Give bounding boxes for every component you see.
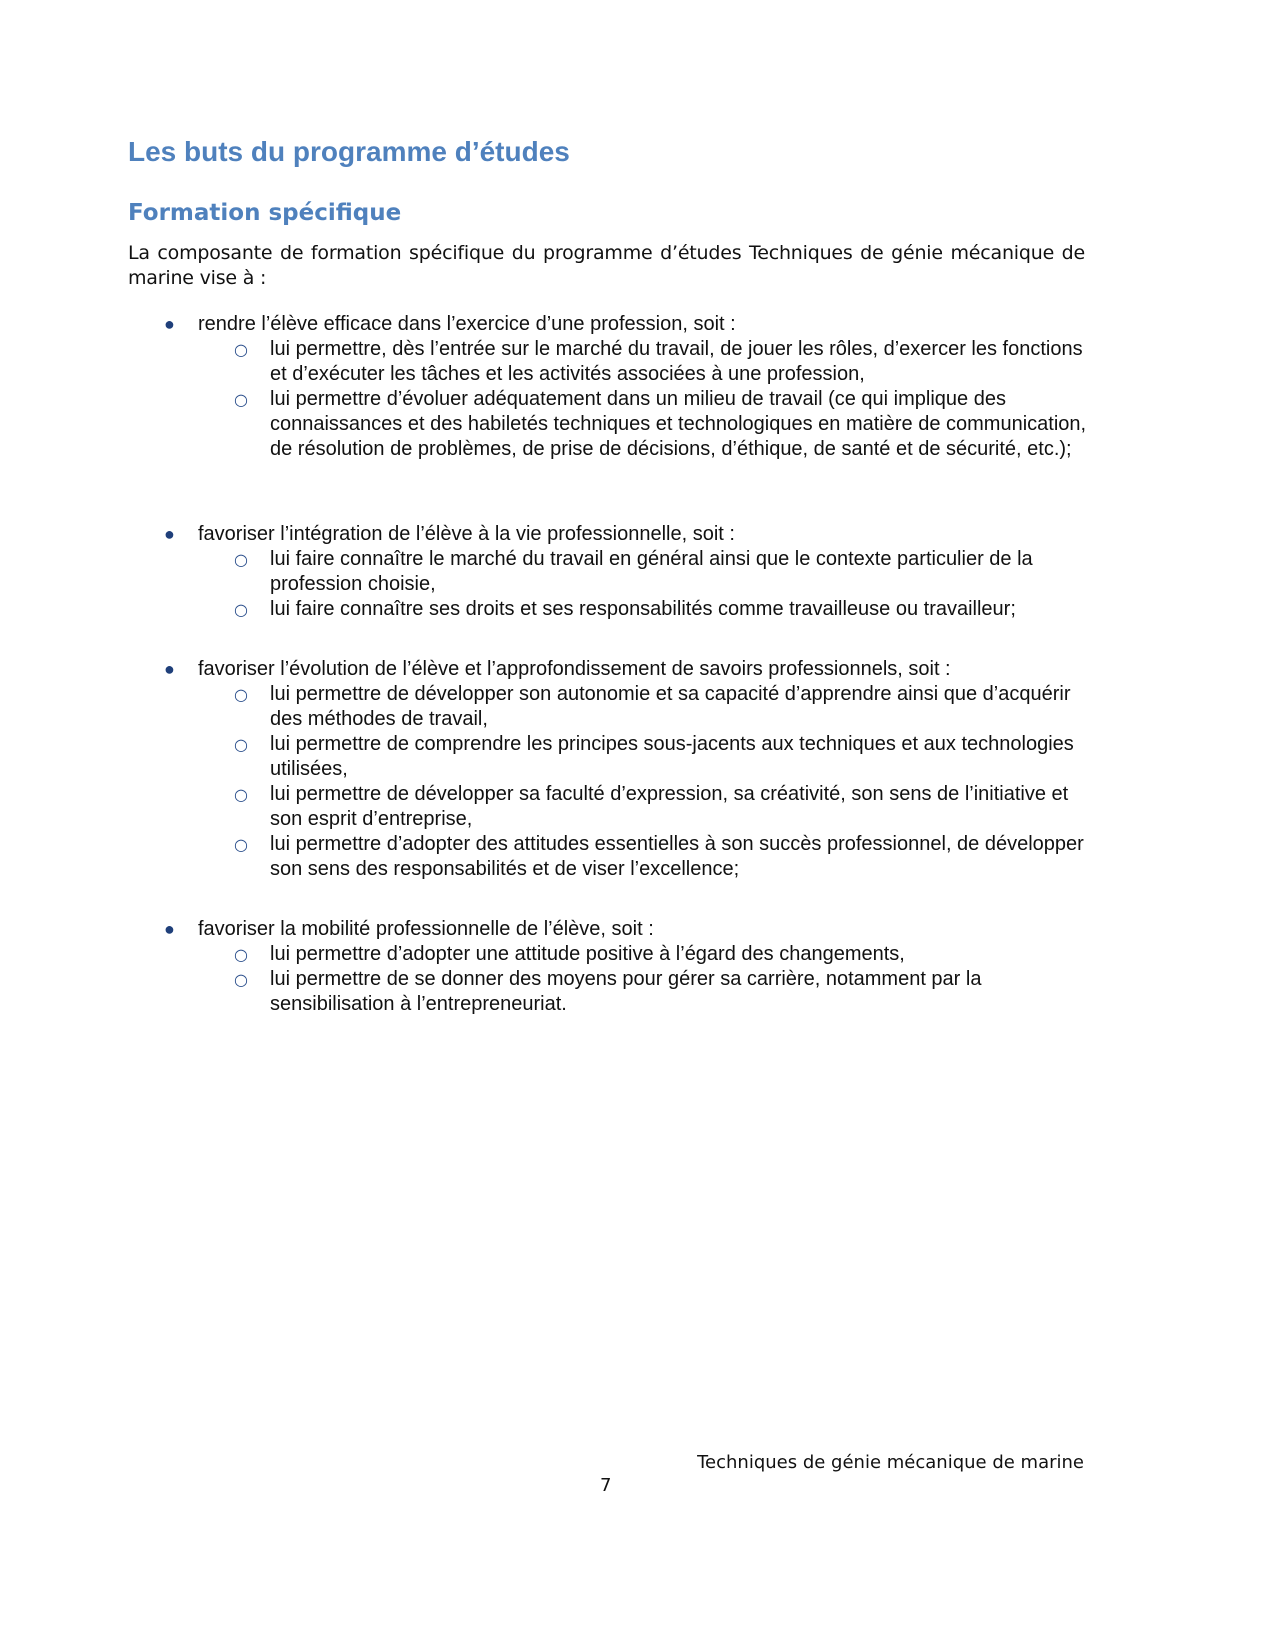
sub-item: [128, 832, 1088, 882]
sub-item-text: lui permettre, dès l’entrée sur le marché du travail, de jouer les rôles, d’exercer les fonctions et d’exécuter les tâches et les activités associées à une profession,: [270, 338, 1083, 385]
sub-item-text: lui permettre d’évoluer adéquatement dans un milieu de travail (ce qui implique des connaissances et des habiletés techniques et technologiques en matière de communication, de résolution de problèmes, de prise de décisions, d’éthique, de santé et de sécurité, etc.);: [270, 388, 1087, 460]
bullet-icon: ●: [164, 314, 175, 334]
goal-item: [128, 312, 1088, 462]
sub-item: [128, 597, 1088, 622]
goal-label: favoriser la mobilité professionnelle de l’élève, soit :: [198, 918, 654, 940]
sub-item: [128, 547, 1088, 597]
section-title: Formation spécifique: [128, 200, 402, 226]
circle-bullet-icon: ○: [234, 970, 248, 989]
goal-item: [128, 657, 1088, 882]
goal-text: [128, 657, 1088, 682]
bullet-icon: ●: [164, 919, 175, 939]
sub-list: [128, 682, 1088, 882]
circle-bullet-icon: ○: [234, 685, 248, 704]
page-number: 7: [600, 1475, 612, 1496]
sub-item-text: lui permettre de se donner des moyens pour gérer sa carrière, notamment par la sensibilisation à l’entrepreneuriat.: [270, 968, 982, 1015]
goal-label: rendre l’élève efficace dans l’exercice d’une profession, soit :: [198, 313, 736, 335]
circle-bullet-icon: ○: [234, 785, 248, 804]
sub-item-text: lui permettre de développer son autonomie et sa capacité d’apprendre ainsi que d’acquérir des méthodes de travail,: [270, 683, 1071, 730]
goal-text: [128, 312, 1088, 337]
circle-bullet-icon: ○: [234, 835, 248, 854]
bullet-icon: ●: [164, 659, 175, 679]
sub-list: [128, 942, 1088, 1017]
goal-label: favoriser l’intégration de l’élève à la vie professionnelle, soit :: [198, 523, 735, 545]
circle-bullet-icon: ○: [234, 390, 248, 409]
circle-bullet-icon: ○: [234, 550, 248, 569]
sub-item: [128, 967, 1088, 1017]
sub-item-text: lui faire connaître le marché du travail en général ainsi que le contexte particulier de la profession choisie,: [270, 548, 1033, 595]
goal-text: [128, 522, 1088, 547]
circle-bullet-icon: ○: [234, 735, 248, 754]
goal-text: [128, 917, 1088, 942]
goal-item: [128, 917, 1088, 1017]
page-title: Les buts du programme d’études: [128, 136, 570, 167]
sub-item: [128, 732, 1088, 782]
sub-item: [128, 682, 1088, 732]
circle-bullet-icon: ○: [234, 600, 248, 619]
sub-item-text: lui permettre de comprendre les principes sous-jacents aux techniques et aux technologies utilisées,: [270, 733, 1074, 780]
sub-item-text: lui permettre d’adopter une attitude positive à l’égard des changements,: [270, 943, 905, 965]
circle-bullet-icon: ○: [234, 340, 248, 359]
sub-item: [128, 942, 1088, 967]
sub-item-text: lui permettre de développer sa faculté d’expression, sa créativité, son sens de l’initiative et son esprit d’entreprise,: [270, 783, 1069, 830]
goal-label: favoriser l’évolution de l’élève et l’approfondissement de savoirs professionnels, soit :: [198, 658, 951, 680]
sub-item-text: lui permettre d’adopter des attitudes essentielles à son succès professionnel, de développer son sens des responsabilités et de viser l’excellence;: [270, 833, 1084, 880]
sub-list: [128, 547, 1088, 622]
circle-bullet-icon: ○: [234, 945, 248, 964]
goal-item: [128, 522, 1088, 622]
sub-item: [128, 337, 1088, 387]
sub-item-text: lui faire connaître ses droits et ses responsabilités comme travailleuse ou travailleur;: [270, 598, 1016, 620]
bullet-icon: ●: [164, 524, 175, 544]
footer-title: Techniques de génie mécanique de marine: [697, 1452, 1084, 1473]
sub-list: [128, 337, 1088, 462]
intro-paragraph: La composante de formation spécifique du programme d’études Techniques de génie mécanique de marine vise à :: [128, 242, 1085, 289]
sub-item: [128, 782, 1088, 832]
sub-item: [128, 387, 1088, 462]
